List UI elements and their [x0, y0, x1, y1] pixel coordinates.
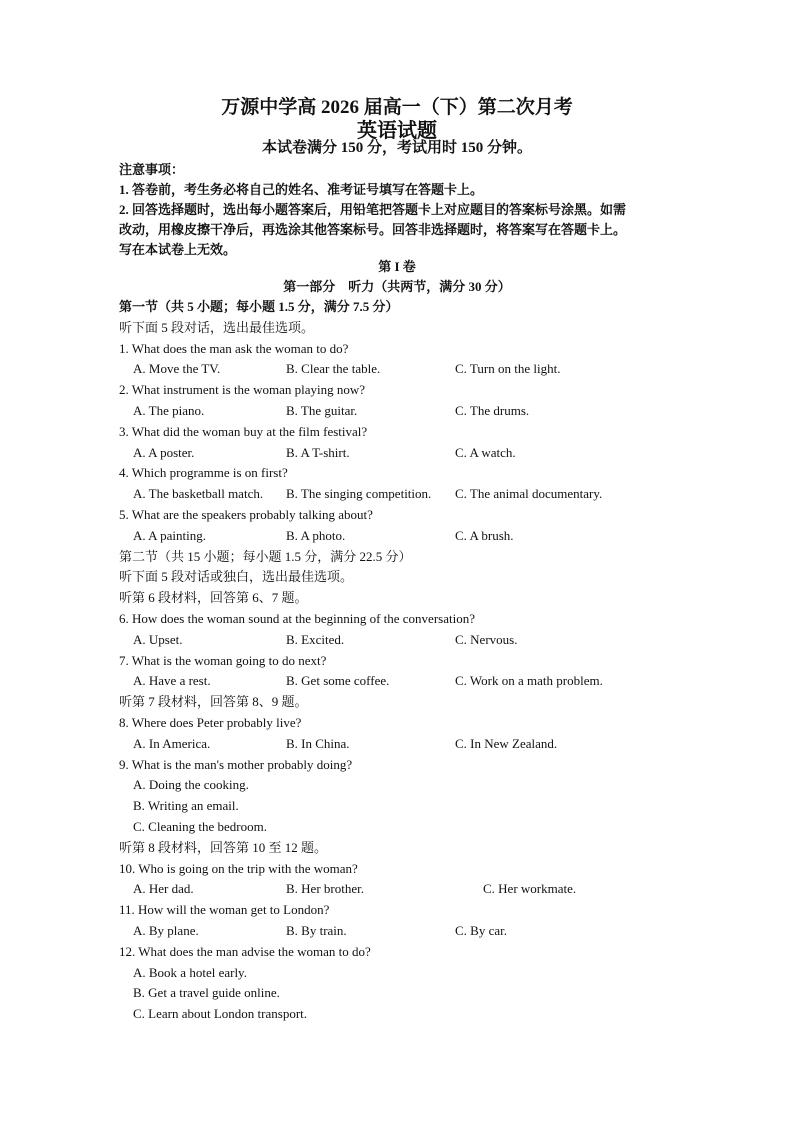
option-a: A. Upset. — [133, 631, 183, 647]
note-item-1: 1. 答卷前，考生务必将自己的姓名、准考证号填写在答题卡上。 — [119, 182, 484, 197]
question-10: 10. Who is going on the trip with the woman? — [119, 860, 358, 876]
option-b: B. Excited. — [286, 631, 345, 647]
section-1-heading: 第一节（共 5 小题；每小题 1.5 分，满分 7.5 分） — [119, 299, 399, 314]
option-c: C. Turn on the light. — [455, 361, 561, 377]
option-c: C. In New Zealand. — [455, 735, 558, 751]
section-1 — [119, 297, 679, 1025]
option-a: A. A painting. — [133, 527, 206, 543]
exam-title: 万源中学高 2026 届高一（下）第二次月考 — [221, 97, 573, 118]
option-c: C. Cleaning the bedroom. — [133, 818, 267, 834]
option-b: B. Get a travel guide online. — [133, 985, 280, 1001]
option-a: A. Her dad. — [133, 881, 194, 897]
material-8-note: 听第 8 段材料，回答第 10 至 12 题。 — [119, 839, 328, 855]
section-2-instruction: 听下面 5 段对话或独白，选出最佳选项。 — [119, 569, 354, 585]
note-item-2-line-3: 写在本试卷上无效。 — [119, 242, 237, 257]
option-b: B. A photo. — [286, 527, 346, 543]
options-row — [119, 671, 679, 692]
question-1: 1. What does the man ask the woman to do? — [119, 340, 349, 356]
material-7-note: 听第 7 段材料，回答第 8、9 题。 — [119, 694, 308, 710]
question-6: 6. How does the woman sound at the beginning of the conversation? — [119, 610, 475, 626]
option-b: B. Her brother. — [286, 881, 364, 897]
question-12: 12. What does the man advise the woman to do? — [119, 943, 371, 959]
material-6-note: 听第 6 段材料，回答第 6、7 题。 — [119, 590, 308, 606]
subject-title: 英语试题 — [357, 120, 437, 142]
option-c: C. A watch. — [455, 444, 516, 460]
notes-heading: 注意事项： — [119, 162, 185, 177]
option-a: A. In America. — [133, 735, 211, 751]
option-b: B. In China. — [286, 735, 350, 751]
question-7: 7. What is the woman going to do next? — [119, 652, 327, 668]
options-row — [119, 443, 679, 464]
question-8: 8. Where does Peter probably live? — [119, 714, 302, 730]
option-b: B. The singing competition. — [286, 486, 432, 502]
option-c: C. The animal documentary. — [455, 486, 603, 502]
question-11: 11. How will the woman get to London? — [119, 902, 330, 918]
question-5: 5. What are the speakers probably talking about? — [119, 506, 373, 522]
option-b: B. Get some coffee. — [286, 673, 390, 689]
options-row — [119, 484, 679, 505]
option-a: A. By plane. — [133, 922, 199, 938]
section-1-instruction: 听下面 5 段对话，选出最佳选项。 — [119, 319, 315, 335]
option-c: C. The drums. — [455, 402, 530, 418]
options-row — [119, 734, 679, 755]
option-c: C. By car. — [455, 922, 507, 938]
option-a: A. Book a hotel early. — [133, 964, 247, 980]
note-item-2-line-1: 2. 回答选择题时，选出每小题答案后，用铅笔把答题卡上对应题目的答案标号涂黑。如需 — [119, 202, 627, 217]
options-row — [119, 630, 679, 651]
option-c: C. Nervous. — [455, 631, 518, 647]
option-a: A. Move the TV. — [133, 361, 221, 377]
options-row — [119, 401, 679, 422]
question-2: 2. What instrument is the woman playing now? — [119, 382, 365, 398]
option-c: C. Work on a math problem. — [455, 673, 603, 689]
option-a: A. Doing the cooking. — [133, 777, 249, 793]
options-row — [119, 359, 679, 380]
notes-section — [119, 160, 679, 260]
option-a: A. The basketball match. — [133, 486, 264, 502]
option-c: C. A brush. — [455, 527, 514, 543]
option-b: B. The guitar. — [286, 402, 358, 418]
option-b: B. A T-shirt. — [286, 444, 350, 460]
options-row — [119, 921, 679, 942]
options-row — [119, 879, 679, 900]
option-a: A. Have a rest. — [133, 673, 211, 689]
question-3: 3. What did the woman buy at the film festival? — [119, 423, 368, 439]
option-a: A. A poster. — [133, 444, 195, 460]
option-b: B. Clear the table. — [286, 361, 381, 377]
option-a: A. The piano. — [133, 402, 205, 418]
option-b: B. Writing an email. — [133, 798, 239, 814]
question-9: 9. What is the man's mother probably doing? — [119, 756, 353, 772]
part-heading: 第一部分 听力（共两节，满分 30 分） — [283, 279, 511, 294]
note-item-2-line-2: 改动，用橡皮擦干净后，再选涂其他答案标号。回答非选择题时，将答案写在答题卡上。 — [119, 222, 627, 237]
option-c: C. Her workmate. — [483, 881, 577, 897]
scoring-info: 本试卷满分 150 分，考试用时 150 分钟。 — [261, 140, 532, 156]
volume-heading: 第 I 卷 — [378, 259, 416, 274]
option-b: B. By train. — [286, 922, 347, 938]
section-2-heading: 第二节（共 15 小题；每小题 1.5 分，满分 22.5 分） — [119, 548, 412, 564]
question-4: 4. Which programme is on first? — [119, 465, 288, 481]
option-c: C. Learn about London transport. — [133, 1006, 308, 1022]
options-row — [119, 526, 679, 547]
